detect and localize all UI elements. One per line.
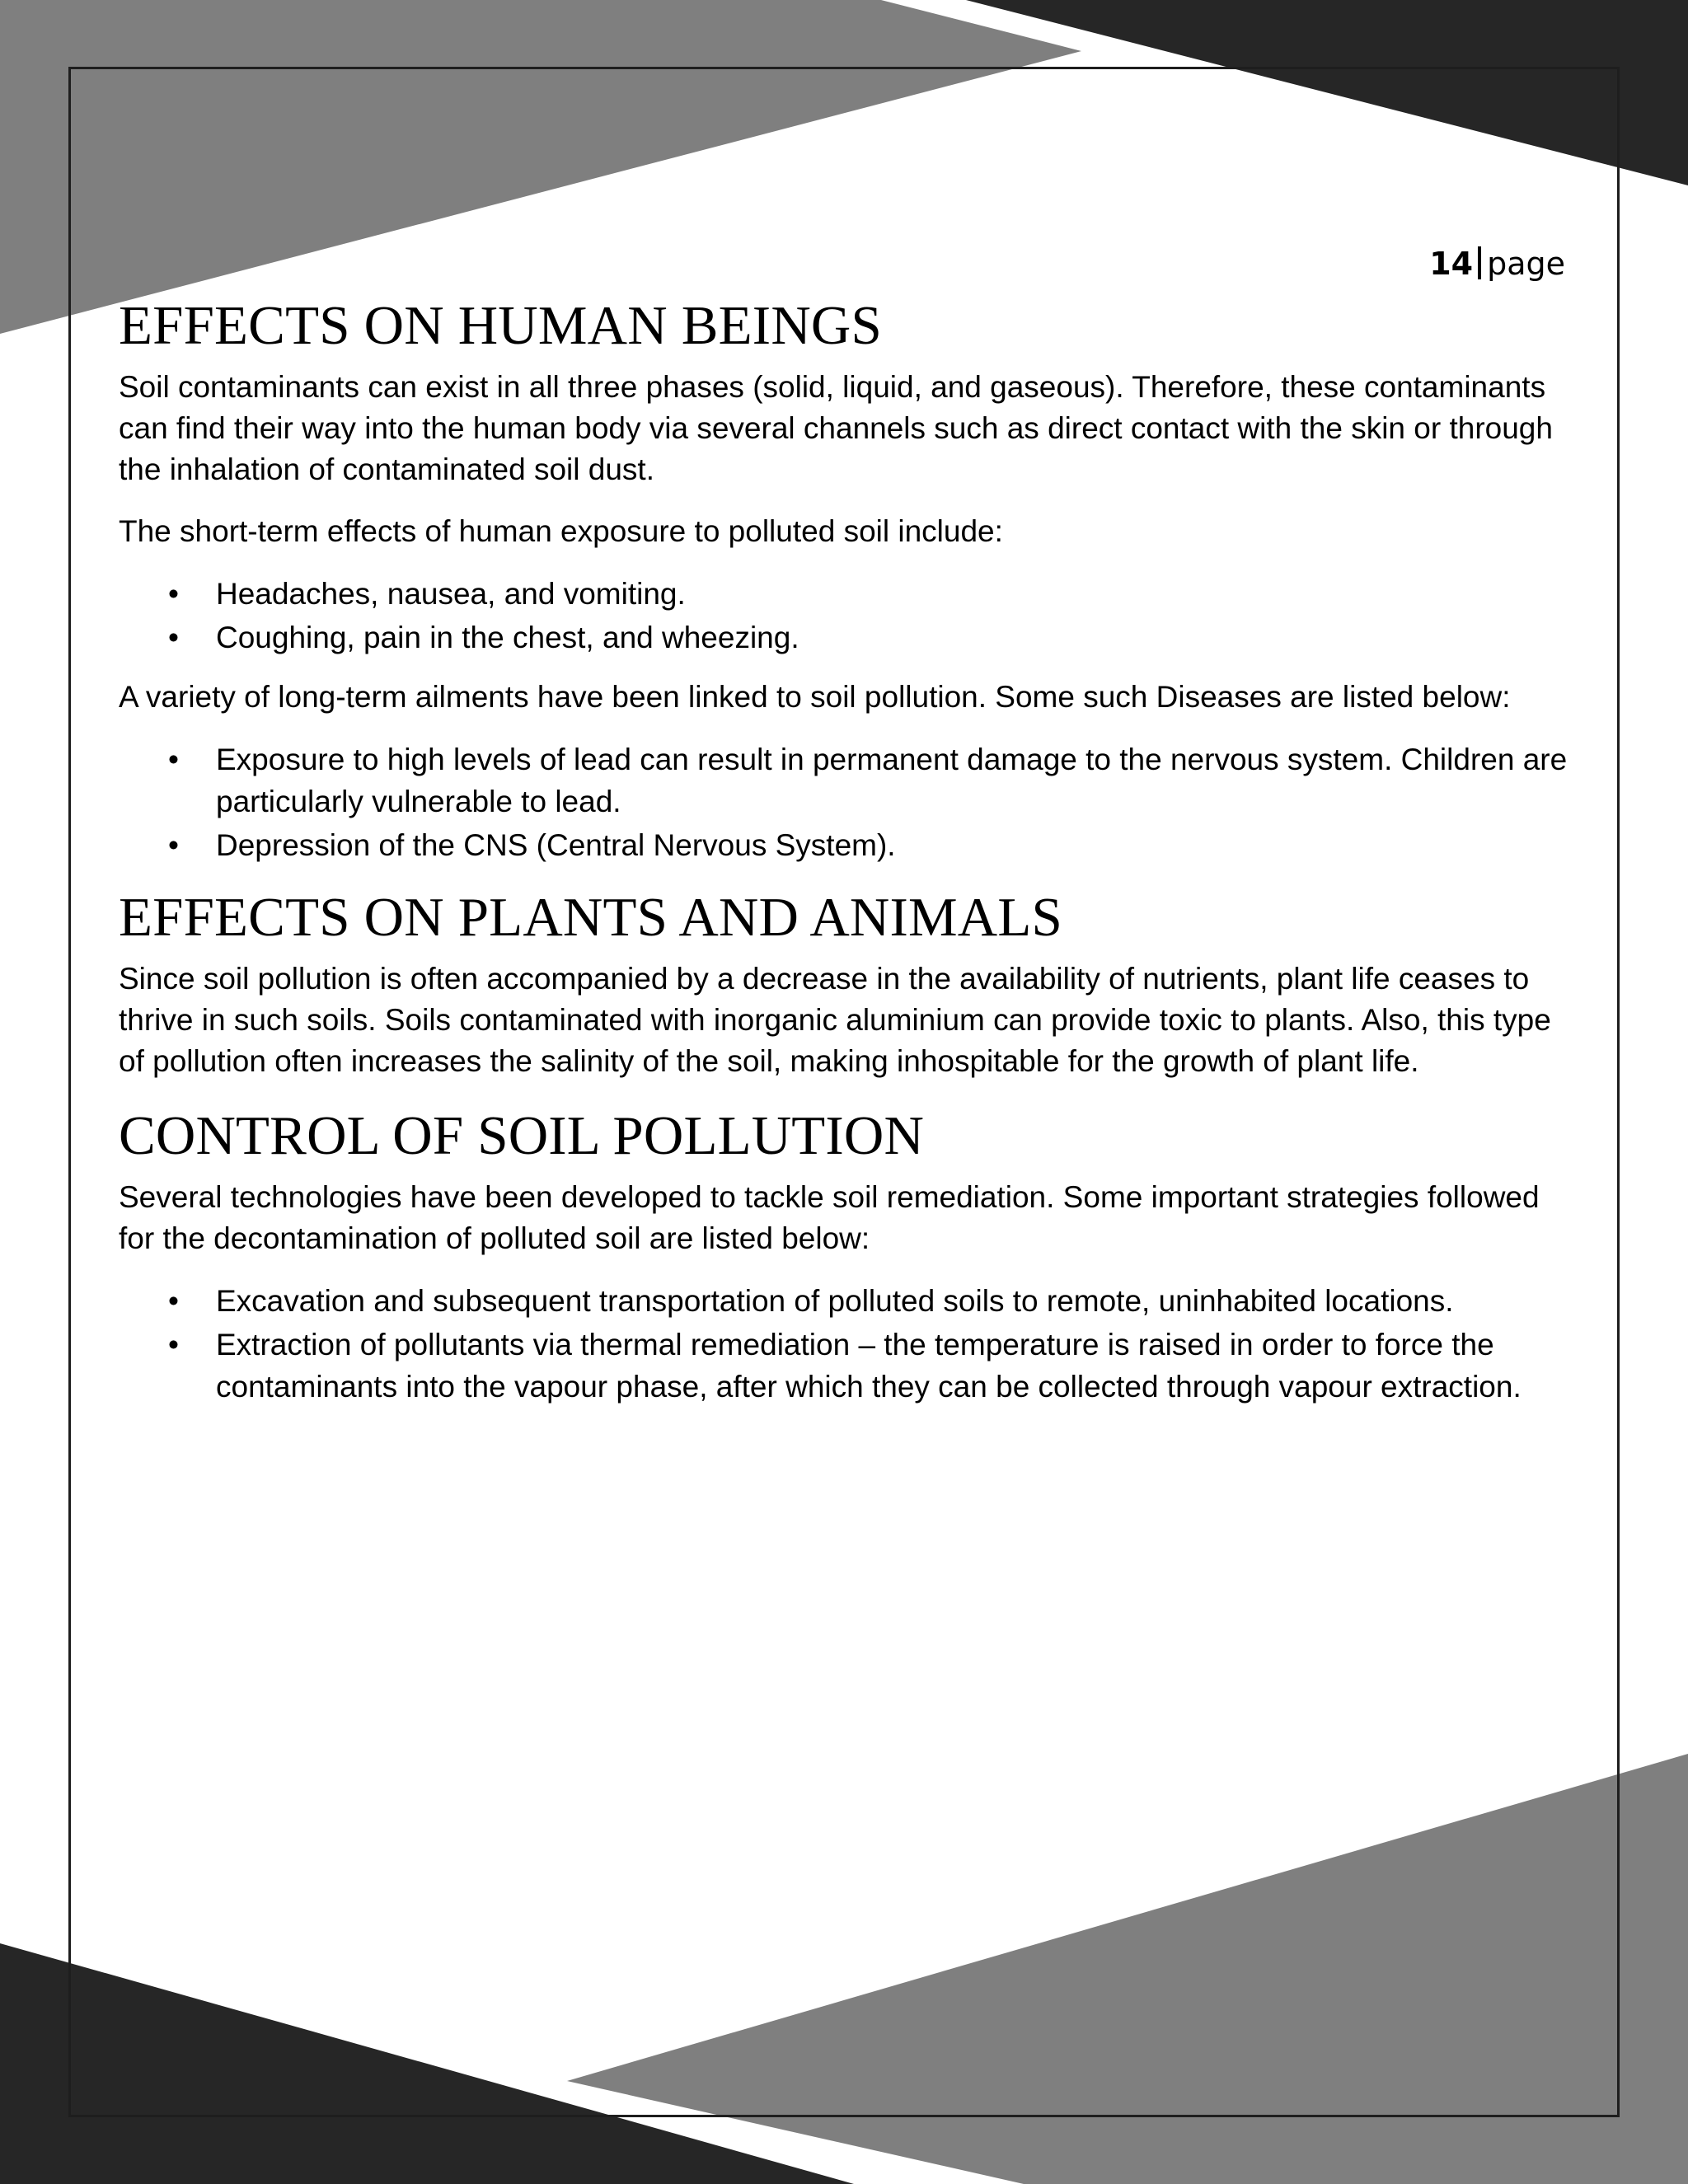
section-effects-on-human-beings xyxy=(119,293,1573,866)
paragraph-long-term-ailments: A variety of long-term ailments have been linked to soil pollution. Some such Diseases are listed below: xyxy=(119,680,1511,714)
paragraph-remediation-technologies: Several technologies have been developed to tackle soil remediation. Some important strategies followed for the decontamination of polluted soil are listed below: xyxy=(119,1180,1540,1255)
heading-effects-on-plants-and-animals: EFFECTS ON PLANTS AND ANIMALS xyxy=(119,887,1062,948)
heading-control-of-soil-pollution: CONTROL OF SOIL POLLUTION xyxy=(119,1105,925,1166)
list-item: • Excavation and subsequent transportation of polluted soils to remote, uninhabited locations. xyxy=(216,1280,1573,1322)
list-item: • Headaches, nausea, and vomiting. xyxy=(216,573,1573,615)
list-long-term-ailments xyxy=(119,738,1573,866)
list-item: • Extraction of pollutants via thermal remediation – the temperature is raised in order to force the contaminants into the vapour phase, after which they can be collected through vapour extraction. xyxy=(216,1324,1573,1408)
paragraph-plant-life: Since soil pollution is often accompanied by a decrease in the availability of nutrients, plant life ceases to thrive in such soils. Soils contaminated with inorganic aluminium can provide toxic to plants. Also, this type of pollution often increases the salinity of the soil, making inhospitable for the growth of plant life. xyxy=(119,962,1551,1078)
page-number-separator xyxy=(1478,246,1481,279)
document-body xyxy=(119,293,1573,1426)
page-number-value: 14 xyxy=(1429,246,1474,282)
section-effects-on-plants-and-animals xyxy=(119,884,1573,1082)
section-control-of-soil-pollution xyxy=(119,1103,1573,1408)
list-short-term-effects xyxy=(119,573,1573,658)
heading-effects-on-human-beings: EFFECTS ON HUMAN BEINGS xyxy=(119,295,882,356)
paragraph-soil-contaminants: Soil contaminants can exist in all three phases (solid, liquid, and gaseous). Therefore, these contaminants can find their way into the human body via several channels such as direct contact with the skin or through the inhalation of contaminated soil dust. xyxy=(119,370,1553,486)
page-number xyxy=(1429,246,1565,282)
paragraph-short-term-effects: The short-term effects of human exposure to polluted soil include: xyxy=(119,514,1003,548)
page-number-label: page xyxy=(1487,246,1565,282)
list-remediation-strategies xyxy=(119,1280,1573,1408)
list-item: • Depression of the CNS (Central Nervous System). xyxy=(216,824,1573,866)
list-item: • Coughing, pain in the chest, and wheezing. xyxy=(216,616,1573,658)
list-item: • Exposure to high levels of lead can result in permanent damage to the nervous system. Children are particularly vulnerable to lead. xyxy=(216,738,1573,823)
